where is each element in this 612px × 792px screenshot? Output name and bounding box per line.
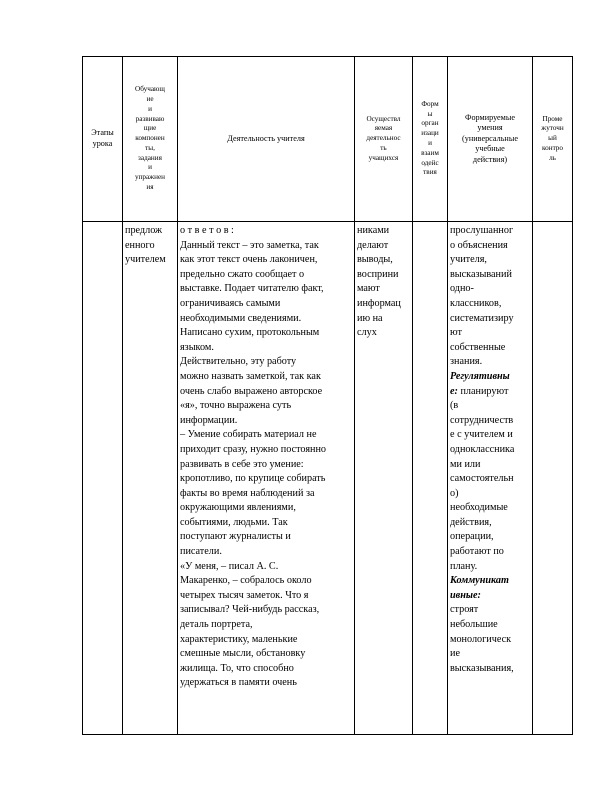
text-line: (в: [450, 400, 459, 412]
text-line: одейс: [421, 158, 439, 167]
text-line: «У меня, – писал А. С.: [180, 560, 279, 572]
skills-communicative-text: [450, 603, 530, 676]
text-line: и: [148, 163, 152, 172]
text-line: писатели.: [180, 546, 222, 558]
text-line: предлож: [125, 225, 163, 236]
text-line: очень слабо выражено авторское: [180, 385, 323, 397]
text-line: сотрудничеств: [450, 414, 514, 426]
text-line: Осуществл: [366, 114, 401, 123]
text-line: учащихся: [368, 153, 399, 162]
text-line: Проме: [542, 114, 563, 123]
text-line: высказывания,: [450, 662, 514, 674]
header-stages: [83, 57, 123, 222]
header-teacher-activity: [178, 57, 355, 222]
text-line: приходит сразу, нужно постоянно: [180, 443, 327, 455]
text-line: умения: [477, 123, 503, 133]
text-line: плану.: [450, 560, 478, 572]
text-line: ия: [146, 183, 154, 192]
text-line: развивать в себе это умение:: [180, 458, 304, 470]
cell-stage: [83, 222, 123, 735]
cell-teacher-activity: [178, 222, 355, 735]
header-skills: [448, 57, 533, 222]
text-line: ию на: [357, 312, 383, 324]
text-line: деталь портрета,: [180, 619, 253, 631]
text-line: строят: [450, 604, 479, 616]
text-line: смешные мысли, обстановку: [180, 648, 306, 660]
cell-control: [533, 222, 573, 735]
header-student-activity: [355, 57, 413, 222]
text-line: твия: [423, 168, 437, 177]
text-line: восприни: [357, 268, 399, 280]
text-line: можно назвать заметкой, так как: [180, 370, 321, 382]
text-line: и: [428, 139, 432, 147]
text-line: действия): [472, 154, 508, 164]
text-line: «я», точно выражена суть: [180, 400, 292, 412]
text-line: ие: [146, 94, 154, 103]
text-line: (универсальные: [462, 133, 518, 143]
header-interaction-forms: [413, 57, 448, 222]
text-line: необходимые: [450, 502, 508, 514]
text-line: Данный текст – это заметка, так: [180, 239, 319, 251]
text-line: Макаренко, – собралось около: [180, 575, 312, 587]
label-regulative-2: е:: [450, 385, 458, 397]
text-line: окружающими явлениями,: [180, 502, 296, 514]
text-line: выставке. Подает читателю факт,: [180, 283, 324, 295]
text-line: предельно сжато сообщает о: [180, 268, 305, 280]
text-line: о т в е т о в :: [180, 225, 234, 236]
text-line: ие: [450, 648, 460, 660]
text-line: взаим: [421, 148, 439, 157]
text-line: жилища. То, что способно: [180, 662, 294, 674]
text-line: упражнен: [134, 173, 166, 182]
text-line: классников,: [450, 297, 502, 309]
cell-skills: [448, 222, 533, 735]
text-line: систематизиру: [450, 312, 514, 324]
text-line: ый: [548, 134, 557, 143]
text-line: ы: [427, 109, 433, 118]
text-line: мают: [357, 283, 380, 295]
skills-regulative-block: [450, 370, 530, 399]
text-line: удержаться в памяти очень: [180, 677, 297, 689]
text-line: изаци: [421, 129, 439, 138]
label-regulative-1: Регулятивны: [450, 370, 510, 382]
table-header-row: [83, 57, 573, 222]
text-line: деятельнос: [366, 134, 401, 143]
cell-content: [123, 222, 178, 735]
text-line: Коммуникат: [450, 575, 509, 587]
cell-interaction-forms: [413, 222, 448, 735]
text-line: Действительно, эту работу: [180, 356, 297, 368]
text-line: языком.: [180, 341, 214, 353]
text-line: контро: [542, 143, 563, 152]
label-communicative: [450, 574, 530, 603]
text-line: знания.: [450, 356, 483, 368]
text-line: Формируемые: [464, 112, 516, 122]
text-line: операции,: [450, 531, 494, 543]
text-line: выводы,: [357, 254, 393, 266]
text-line: ют: [450, 327, 462, 339]
text-line: информации.: [180, 414, 238, 426]
text-line: информац: [357, 297, 401, 309]
text-line: как этот текст очень лаконичен,: [180, 254, 318, 266]
text-line: – Умение собирать материал не: [180, 429, 317, 441]
text-line: ты,: [145, 143, 155, 152]
text-line: о): [450, 487, 459, 499]
text-line: жуточн: [541, 124, 564, 133]
text-line: самостоятельн: [450, 473, 514, 485]
header-content: [123, 57, 178, 222]
text-line: делают: [357, 239, 389, 251]
text-line: небольшие: [450, 619, 498, 631]
text-line: работают по: [450, 546, 504, 558]
text-line: кропотливо, по крупице собирать: [180, 473, 326, 485]
text-line: характеристику, маленькие: [180, 633, 298, 645]
text-line: яемая: [374, 124, 393, 133]
text-line: необходимыми сведениями.: [180, 312, 302, 324]
skills-regulative-text: [450, 399, 530, 574]
text-line: поступают журналисты и: [180, 531, 291, 543]
text-line: развиваю: [135, 114, 165, 123]
text-line: одно-: [450, 283, 474, 295]
text-line: собственные: [450, 341, 506, 353]
text-line: ивные:: [450, 589, 481, 601]
text-line: действия,: [450, 516, 492, 528]
regulative-first-word: планируют: [457, 385, 509, 397]
text-line: Этапы: [91, 128, 114, 138]
text-line: и: [148, 104, 152, 113]
text-line: факты во время наблюдений за: [180, 487, 315, 499]
text-line: учебные: [475, 144, 505, 154]
text-line: енного: [125, 239, 155, 251]
text-line: е с учителем и: [450, 429, 513, 441]
text-line: компонен: [135, 134, 165, 143]
text-line: учителем: [125, 254, 166, 266]
text-line: задания: [138, 153, 162, 162]
text-line: ограничиваясь самыми: [180, 297, 281, 309]
text-line: одноклассника: [450, 443, 515, 455]
text-line: никами: [357, 225, 390, 236]
text-line: Написано сухим, протокольным: [180, 327, 320, 339]
cell-student-activity: [355, 222, 413, 735]
text-line: о объяснения: [450, 239, 508, 251]
header-control: [533, 57, 573, 222]
text-line: учителя,: [450, 254, 487, 266]
lesson-plan-table: [82, 56, 573, 735]
text-line: урока: [92, 139, 113, 148]
text-line: ть: [380, 143, 387, 152]
text-line: высказываний: [450, 268, 512, 280]
text-line: щие: [143, 124, 157, 133]
text-line: Деятельность учителя: [227, 133, 305, 143]
table-row: [83, 222, 573, 735]
text-line: четырех тысяч заметок. Что я: [180, 589, 309, 601]
text-line: Форм: [421, 99, 439, 108]
text-line: Обучающ: [135, 85, 165, 94]
text-line: слух: [357, 327, 377, 339]
text-line: ми или: [450, 458, 481, 470]
text-line: событиями, людьми. Так: [180, 516, 288, 528]
skills-cognitive-text: [450, 224, 530, 370]
text-line: монологическ: [450, 633, 512, 645]
text-line: ль: [549, 153, 556, 162]
text-line: прослушанног: [450, 225, 514, 236]
text-line: записывал? Чей-нибудь рассказ,: [180, 604, 320, 616]
text-line: орган: [421, 119, 439, 128]
